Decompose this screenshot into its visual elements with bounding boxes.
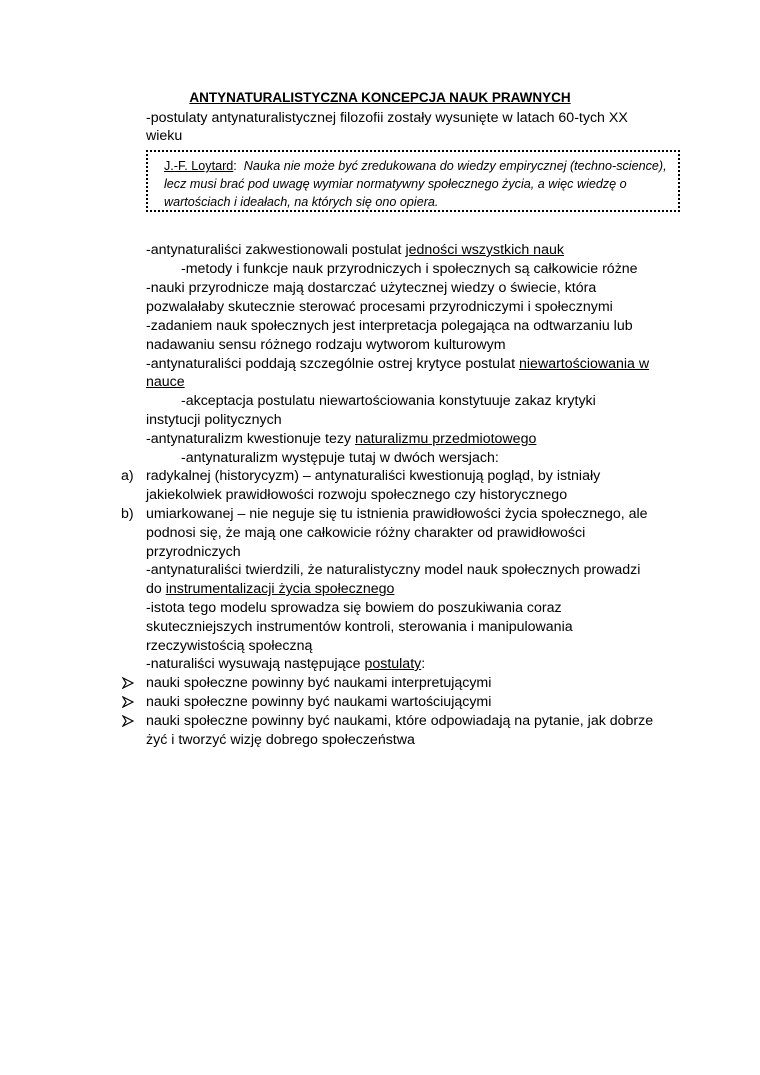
underlined-term: nauce (146, 374, 185, 390)
underlined-term: naturalizmu przedmiotowego (354, 431, 537, 447)
paragraph-line: -antynaturalizm występuje tutaj w dwóch wersjach: (181, 450, 499, 466)
paragraph-line: -metody i funkcje nauk przyrodniczych i społecznych są całkowicie różne (181, 261, 638, 277)
paragraph-line: -antynaturaliści twierdzili, że naturalistyczny model nauk społecznych prowadzi (146, 562, 641, 578)
intro-line: wieku (146, 128, 183, 144)
paragraph-line: -akceptacja postulatu niewartościowania konstytuuje zakaz krytyki (181, 393, 596, 409)
paragraph-line (146, 355, 649, 373)
list-item-line: radykalnej (historycyzm) – antynaturaliści kwestionują pogląd, by istniały (146, 468, 601, 484)
bullet-item: żyć i tworzyć wizję dobrego społeczeństwa (146, 732, 415, 748)
list-marker-b: b) (121, 506, 134, 522)
arrow-bullet-icon (122, 715, 134, 727)
quote-line: wartościach i ideałach, na których się ono opiera. (164, 195, 439, 209)
paragraph-line: -zadaniem nauk społecznych jest interpretacja polegająca na odtwarzaniu lub (146, 318, 633, 334)
bullet-item: nauki społeczne powinny być naukami, które odpowiadają na pytanie, jak dobrze (146, 713, 654, 729)
bullet-item: nauki społeczne powinny być naukami interpretującymi (146, 675, 492, 691)
underlined-term: postulaty (364, 656, 422, 672)
quote-line (164, 157, 667, 175)
quote-text: Nauka nie może być zredukowana do wiedzy empirycznej (techno-science), (243, 159, 667, 173)
bullet-item: nauki społeczne powinny być naukami wartościującymi (146, 694, 492, 710)
paragraph-line: -nauki przyrodnicze mają dostarczać użytecznej wiedzy o świecie, która (146, 280, 597, 296)
paragraph-line: rzeczywistością społeczną (146, 638, 313, 654)
list-marker-a: a) (121, 468, 134, 484)
quote-box (146, 150, 680, 212)
paragraph-line (146, 430, 536, 448)
page-title: ANTYNATURALISTYCZNA KONCEPCJA NAUK PRAWNYCH (189, 90, 571, 105)
intro-line: -postulaty antynaturalistycznej filozofii zostały wysunięte w latach 60-tych XX (146, 110, 628, 126)
paragraph-line: instytucji politycznych (146, 412, 282, 428)
underlined-term: instrumentalizacji życia społecznego (165, 581, 395, 597)
quote-author: J.-F. Loytard (164, 159, 234, 173)
paragraph-line: -istota tego modelu sprowadza się bowiem do poszukiwania coraz (146, 600, 562, 616)
underlined-term: niewartościowania w (519, 356, 650, 372)
text: -antynaturaliści zakwestionowali postulat (146, 242, 406, 258)
paragraph-line: nadawaniu sensu różnego rodzaju wytworom kulturowym (146, 337, 506, 353)
quote-line: lecz musi brać pod uwagę wymiar normatywny społecznego życia, a więc wiedzę o (164, 177, 627, 191)
paragraph-line (146, 655, 425, 673)
quote-colon: : (233, 159, 237, 173)
underlined-term: jedności wszystkich nauk (405, 242, 564, 258)
paragraph-line (146, 580, 394, 598)
text: -naturaliści wysuwają następujące (146, 656, 365, 672)
list-item-line: podnosi się, że mają one całkowicie różny charakter od prawidłowości (146, 525, 586, 541)
paragraph-line: skuteczniejszych instrumentów kontroli, sterowania i manipulowania (146, 619, 573, 635)
paragraph-line (146, 373, 185, 391)
text: : (421, 656, 426, 672)
arrow-bullet-icon (122, 677, 134, 689)
text: do (146, 581, 166, 597)
text: -antynaturaliści poddają szczególnie ostrej krytyce postulat (146, 356, 520, 372)
text: -antynaturalizm kwestionuje tezy (146, 431, 355, 447)
paragraph-line: pozwalałaby skutecznie sterować procesami przyrodniczymi i społecznymi (146, 299, 613, 315)
list-item-line: jakiekolwiek prawidłowości rozwoju społecznego czy historycznego (146, 487, 568, 503)
list-item-line: przyrodniczych (146, 544, 241, 560)
list-item-line: umiarkowanej – nie neguje się tu istnienia prawidłowości życia społecznego, ale (146, 506, 648, 522)
arrow-bullet-icon (122, 696, 134, 708)
paragraph-line (146, 241, 564, 259)
